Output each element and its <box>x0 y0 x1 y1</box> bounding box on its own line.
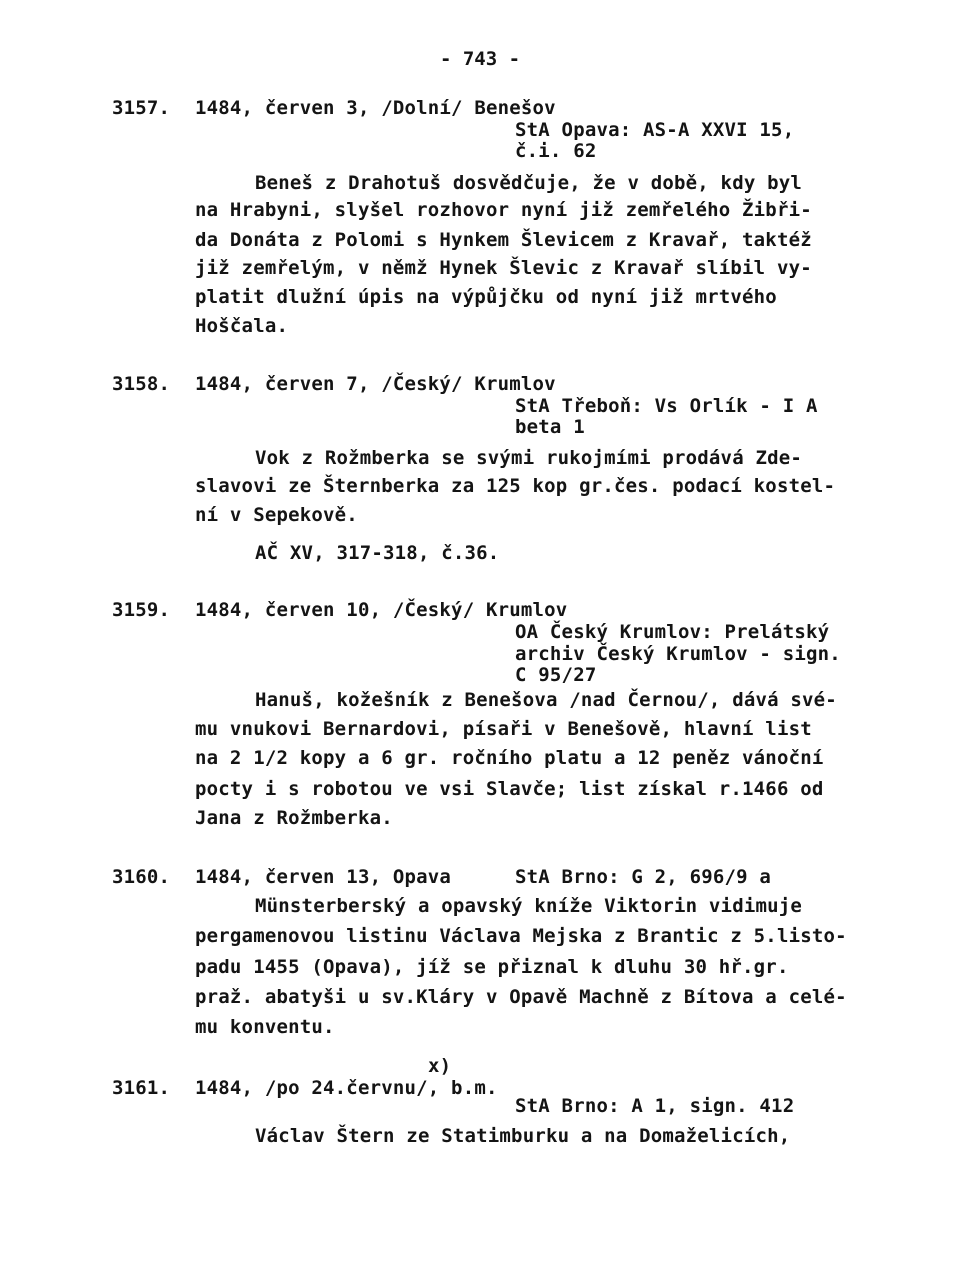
entry-text-line: již zemřelým, v němž Hynek Šlevic z Kravař slíbil vy- <box>195 257 812 279</box>
entry-heading: 1484, /po 24.červnu/, b.m. <box>195 1077 498 1099</box>
entry-source-line: StA Brno: A 1, sign. 412 <box>515 1095 795 1117</box>
entry-number: 3157. <box>112 97 171 119</box>
entry-heading: 1484, červen 3, /Dolní/ Benešov <box>195 97 556 119</box>
entry-text-line: Münsterberský a opavský kníže Viktorin vidimuje <box>255 895 803 917</box>
entry-source-inline: StA Brno: G 2, 696/9 a <box>515 866 772 888</box>
page-number: - 743 - <box>439 48 521 70</box>
entry-number: 3160. <box>112 866 171 888</box>
entry-text-line: Hoščala. <box>195 315 289 337</box>
entry-text-line: platit dlužní úpis na výpůjčku od nyní již mrtvého <box>195 286 777 308</box>
entry-text-line: mu konventu. <box>195 1016 335 1038</box>
entry-source-line: StA Třeboň: Vs Orlík - I A <box>515 395 818 417</box>
entry-text-line: na 2 1/2 kopy a 6 gr. ročního platu a 12 peněz vánoční <box>195 747 824 769</box>
entry-number: 3159. <box>112 599 171 621</box>
entry-heading: 1484, červen 13, Opava <box>195 866 452 888</box>
entry-heading: 1484, červen 7, /Český/ Krumlov <box>195 373 556 395</box>
entry-text-line: Vok z Rožmberka se svými rukojmími prodává Zde- <box>255 447 803 469</box>
entry-text-line: Beneš z Drahotuš dosvědčuje, že v době, kdy byl <box>255 172 803 194</box>
entry-source-line: č.i. 62 <box>515 140 597 162</box>
entry-heading: 1484, červen 10, /Český/ Krumlov <box>195 599 568 621</box>
entry-text-line: ní v Sepekově. <box>195 504 358 526</box>
entry-number: 3161. <box>112 1077 171 1099</box>
entry-reference: AČ XV, 317-318, č.36. <box>255 542 500 564</box>
entry-source-line: beta 1 <box>515 416 585 438</box>
entry-text-line: pergamenovou listinu Václava Mejska z Brantic z 5.listo- <box>195 925 847 947</box>
entry-text-line: praž. abatyši u sv.Kláry v Opavě Machně z Bítova a celé- <box>195 986 847 1008</box>
entry-source-line: OA Český Krumlov: Prelátský <box>515 621 830 643</box>
entry-text-line: Jana z Rožmberka. <box>195 807 393 829</box>
entry-text-line: da Donáta z Polomi s Hynkem Šlevicem z Kravař, taktéž <box>195 229 812 251</box>
entry-number: 3158. <box>112 373 171 395</box>
entry-text-line: pocty i s robotou ve vsi Slavče; list získal r.1466 od <box>195 778 824 800</box>
entry-source-line: archiv Český Krumlov - sign. <box>515 643 841 665</box>
entry-text-line: slavovi ze Šternberka za 125 kop gr.čes. podací kostel- <box>195 475 836 497</box>
entry-text-line: na Hrabyni, slyšel rozhovor nyní již zemřelého Žibři- <box>195 199 812 221</box>
entry-source-line: StA Opava: AS-A XXVI 15, <box>515 119 795 141</box>
entry-source-line: C 95/27 <box>515 664 597 686</box>
entry-text-line: padu 1455 (Opava), jíž se přiznal k dluhu 30 hř.gr. <box>195 956 789 978</box>
entry-text-line: Václav Štern ze Statimburku a na Domaželicích, <box>255 1125 791 1147</box>
footnote-mark: x) <box>428 1055 452 1077</box>
entry-text-line: Hanuš, kožešník z Benešova /nad Černou/, dává své- <box>255 689 837 711</box>
entry-text-line: mu vnukovi Bernardovi, písaři v Benešově, hlavní list <box>195 718 812 740</box>
